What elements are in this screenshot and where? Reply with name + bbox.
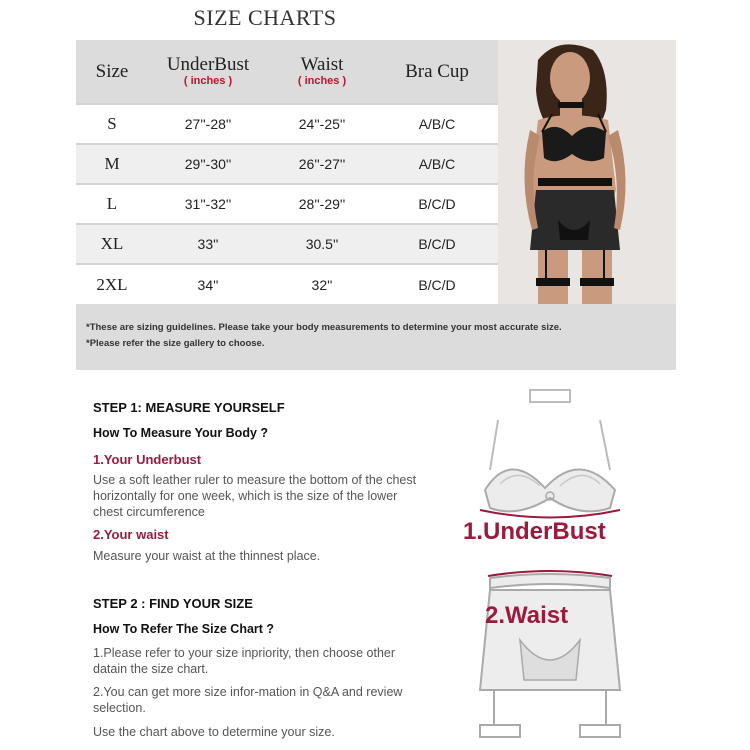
cell-waist: 28''-29'' xyxy=(268,184,376,224)
cell-underbust: 33'' xyxy=(148,224,268,264)
size-table xyxy=(76,40,498,304)
step1-subtitle: How To Measure Your Body ? xyxy=(93,426,269,440)
cell-bra-cup: B/C/D xyxy=(376,184,498,224)
step2-subtitle: How To Refer The Size Chart ? xyxy=(93,622,275,636)
header-waist-unit: ( inches ) xyxy=(297,75,347,87)
cell-waist: 26''-27'' xyxy=(268,144,376,184)
cell-waist: 24''-25'' xyxy=(268,104,376,144)
cell-size: M xyxy=(76,144,148,184)
garment-illustration xyxy=(460,380,640,750)
step2-text-2: 2.You can get more size infor-mation in Q&A and review selection. xyxy=(93,685,403,715)
measurement-diagram xyxy=(460,380,640,750)
table-row xyxy=(76,104,498,144)
page-title: SIZE CHARTS xyxy=(193,5,337,30)
sizing-notes xyxy=(86,320,676,352)
cell-bra-cup: B/C/D xyxy=(376,224,498,264)
underbust-text: Use a soft leather ruler to measure the bottom of the chest horizontally for one week, which is the size of the lower chest circumference xyxy=(93,473,417,519)
underbust-diagram-label: 1.UnderBust xyxy=(463,518,606,545)
waist-title: 2.Your waist xyxy=(93,527,169,542)
cell-size: XL xyxy=(76,224,148,264)
step1-title: STEP 1: MEASURE YOURSELF xyxy=(93,400,285,415)
table-row xyxy=(76,144,498,184)
step2-text-3: Use the chart above to determine your size. xyxy=(93,725,335,739)
header-underbust-unit: ( inches ) xyxy=(183,75,233,87)
size-chart-panel xyxy=(76,40,676,370)
model-photo xyxy=(498,40,676,304)
cell-size: 2XL xyxy=(76,264,148,304)
waist-text: Measure your waist at the thinnest place. xyxy=(93,549,321,563)
step2-text-1: 1.Please refer to your size inpriority, then choose other datain the size chart. xyxy=(93,646,396,676)
table-header-row xyxy=(76,40,498,104)
cell-waist: 30.5'' xyxy=(268,224,376,264)
model-photo-illustration xyxy=(498,40,676,304)
note-line: *Please refer the size gallery to choose. xyxy=(86,338,265,349)
note-line: *These are sizing guidelines. Please take your body measurements to determine your most accurate size. xyxy=(86,322,562,333)
cell-bra-cup: B/C/D xyxy=(376,264,498,304)
cell-bra-cup: A/B/C xyxy=(376,144,498,184)
cell-underbust: 31''-32'' xyxy=(148,184,268,224)
cell-underbust: 29''-30'' xyxy=(148,144,268,184)
cell-size: S xyxy=(76,104,148,144)
cell-underbust: 27''-28'' xyxy=(148,104,268,144)
underbust-title: 1.Your Underbust xyxy=(93,452,202,467)
waist-diagram-label: 2.Waist xyxy=(485,602,569,629)
cell-waist: 32'' xyxy=(268,264,376,304)
header-size: Size xyxy=(76,40,148,104)
header-underbust: UnderBust ( inches ) xyxy=(148,40,268,104)
cell-size: L xyxy=(76,184,148,224)
table-row xyxy=(76,184,498,224)
header-waist: Waist ( inches ) xyxy=(268,40,376,104)
cell-underbust: 34'' xyxy=(148,264,268,304)
table-row xyxy=(76,264,498,304)
table-row xyxy=(76,224,498,264)
step2-title: STEP 2 : FIND YOUR SIZE xyxy=(93,596,253,611)
header-bra-cup: Bra Cup xyxy=(376,40,498,104)
cell-bra-cup: A/B/C xyxy=(376,104,498,144)
